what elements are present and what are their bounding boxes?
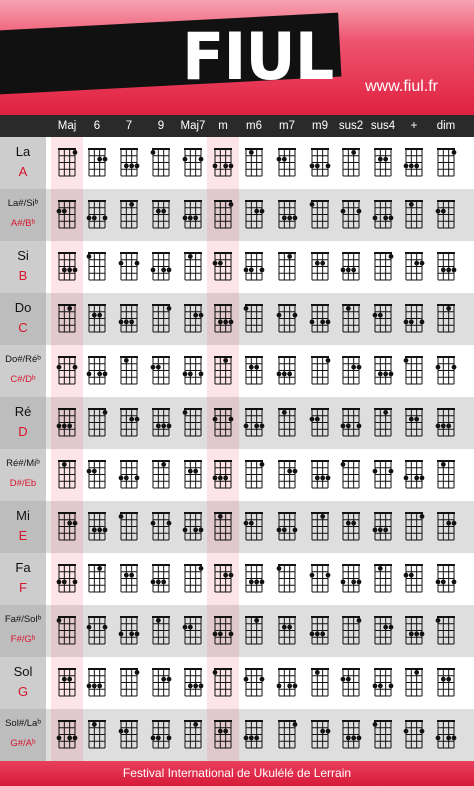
chord-diagram xyxy=(58,564,76,594)
chord-diagram xyxy=(58,252,76,282)
chord-diagram xyxy=(311,460,329,490)
chord-diagram xyxy=(184,304,202,334)
chord-diagram xyxy=(58,304,76,334)
chord-diagram xyxy=(120,252,138,282)
chord-name-fr: Ré xyxy=(14,404,32,419)
chord-diagram xyxy=(214,356,232,386)
row-label xyxy=(0,241,46,293)
chord-diagram xyxy=(278,356,296,386)
chord-diagram xyxy=(374,720,392,750)
chord-diagram xyxy=(184,356,202,386)
chord-diagram xyxy=(58,616,76,646)
chord-diagram xyxy=(120,512,138,542)
chord-name-fr: Fa#/Solᵇ xyxy=(4,614,42,625)
website-link[interactable]: www.fiul.fr xyxy=(365,78,438,95)
chord-diagram xyxy=(311,148,329,178)
column-header-dim: dim xyxy=(436,120,456,132)
chord-name-en: E xyxy=(18,528,28,543)
chord-name-en: C#/Dᵇ xyxy=(10,374,36,385)
chord-diagram xyxy=(58,200,76,230)
chord-diagram xyxy=(214,512,232,542)
chord-diagram xyxy=(405,668,423,698)
chord-name-en: F xyxy=(19,580,27,595)
chord-name-en: A#/Bᵇ xyxy=(10,218,36,229)
chord-diagram xyxy=(311,356,329,386)
chord-name-en: C xyxy=(18,320,28,335)
row-label xyxy=(0,345,46,397)
chord-diagram xyxy=(214,616,232,646)
chord-diagram xyxy=(374,668,392,698)
chord-diagram xyxy=(278,668,296,698)
chord-diagram xyxy=(405,408,423,438)
chord-diagram xyxy=(342,668,360,698)
column-header-maj7: Maj7 xyxy=(180,120,206,132)
chord-diagram xyxy=(405,252,423,282)
chord-diagram xyxy=(152,720,170,750)
chord-diagram xyxy=(58,512,76,542)
chord-diagram xyxy=(58,460,76,490)
chord-diagram xyxy=(278,200,296,230)
chord-diagram xyxy=(374,616,392,646)
chord-diagram xyxy=(342,564,360,594)
chord-diagram xyxy=(152,148,170,178)
chord-diagram xyxy=(88,564,106,594)
chord-diagram xyxy=(88,460,106,490)
chord-name-fr: Fa xyxy=(15,560,31,575)
chord-diagram xyxy=(184,616,202,646)
chord-diagram xyxy=(245,564,263,594)
column-header-6: 6 xyxy=(93,120,101,132)
row-label xyxy=(0,605,46,657)
chord-diagram xyxy=(152,564,170,594)
row-label xyxy=(0,709,46,761)
chord-diagram xyxy=(152,408,170,438)
chord-diagram xyxy=(437,564,455,594)
chord-diagram xyxy=(437,408,455,438)
chord-diagram xyxy=(152,252,170,282)
chord-diagram xyxy=(405,200,423,230)
chord-diagram xyxy=(437,252,455,282)
corner-cell xyxy=(0,115,46,137)
chord-diagram xyxy=(245,668,263,698)
chord-diagram xyxy=(184,512,202,542)
chord-diagram xyxy=(214,668,232,698)
chord-diagram xyxy=(184,252,202,282)
chord-diagram xyxy=(214,720,232,750)
chord-diagram xyxy=(311,304,329,334)
chord-diagram xyxy=(437,148,455,178)
chord-diagram xyxy=(88,668,106,698)
chord-diagram xyxy=(214,408,232,438)
chord-diagram xyxy=(405,356,423,386)
chord-diagram xyxy=(245,252,263,282)
chord-diagram xyxy=(88,616,106,646)
chord-diagram xyxy=(245,616,263,646)
chord-diagram xyxy=(88,408,106,438)
chord-diagram xyxy=(245,200,263,230)
chord-diagram xyxy=(214,460,232,490)
chord-diagram xyxy=(58,148,76,178)
chord-diagram xyxy=(214,304,232,334)
chord-diagram xyxy=(342,200,360,230)
chord-diagram xyxy=(245,720,263,750)
header-banner xyxy=(0,0,474,115)
chord-diagram xyxy=(311,408,329,438)
chord-diagram xyxy=(58,720,76,750)
column-header-m6: m6 xyxy=(246,120,262,132)
chord-name-en: G xyxy=(17,684,29,699)
column-header-m9: m9 xyxy=(312,120,328,132)
chord-diagram xyxy=(152,460,170,490)
chord-diagram xyxy=(342,460,360,490)
chord-diagram xyxy=(58,356,76,386)
chord-name-en: G#/Aᵇ xyxy=(10,738,36,749)
chord-diagram xyxy=(245,460,263,490)
chord-diagram xyxy=(184,460,202,490)
chord-diagram xyxy=(437,512,455,542)
chord-diagram xyxy=(184,148,202,178)
chord-name-en: B xyxy=(18,268,28,283)
chord-name-en: D xyxy=(18,424,28,439)
chord-name-fr: Do#/Réᵇ xyxy=(5,354,41,365)
chord-diagram xyxy=(437,304,455,334)
chord-diagram xyxy=(120,564,138,594)
column-header-m: m xyxy=(218,120,228,132)
chord-diagram xyxy=(374,460,392,490)
column-header-maj: Maj xyxy=(57,120,77,132)
chord-diagram xyxy=(405,304,423,334)
chord-diagram xyxy=(437,200,455,230)
row-label xyxy=(0,657,46,709)
chord-diagram xyxy=(184,720,202,750)
chord-diagram xyxy=(342,252,360,282)
chord-diagram xyxy=(120,668,138,698)
chord-diagram xyxy=(374,408,392,438)
chord-diagram xyxy=(374,148,392,178)
column-header-7: 7 xyxy=(125,120,133,132)
chord-diagram xyxy=(405,616,423,646)
chord-diagram xyxy=(245,148,263,178)
fiul-logo: FIUL xyxy=(182,18,334,95)
chord-diagram xyxy=(405,720,423,750)
chord-diagram xyxy=(311,252,329,282)
row-label xyxy=(0,137,46,189)
row-label xyxy=(0,397,46,449)
chord-diagram xyxy=(120,408,138,438)
chord-diagram xyxy=(278,304,296,334)
chord-name-fr: Sol xyxy=(13,664,33,679)
chord-diagram xyxy=(405,564,423,594)
row-label xyxy=(0,553,46,605)
chord-diagram xyxy=(152,616,170,646)
chord-diagram xyxy=(278,460,296,490)
chord-diagram xyxy=(152,200,170,230)
chord-diagram xyxy=(58,668,76,698)
chord-diagram xyxy=(214,200,232,230)
chord-diagram xyxy=(342,148,360,178)
row-label xyxy=(0,501,46,553)
chord-diagram xyxy=(405,460,423,490)
chord-diagram xyxy=(120,356,138,386)
row-label xyxy=(0,449,46,501)
chord-diagram xyxy=(184,668,202,698)
chord-diagram xyxy=(311,512,329,542)
chord-diagram xyxy=(437,460,455,490)
chord-diagram xyxy=(120,720,138,750)
chord-diagram xyxy=(311,564,329,594)
chord-diagram xyxy=(152,304,170,334)
chord-diagram xyxy=(120,460,138,490)
row-label xyxy=(0,189,46,241)
chord-name-en: F#/Gᵇ xyxy=(10,634,36,645)
chord-diagram xyxy=(437,616,455,646)
chord-diagram xyxy=(342,512,360,542)
chord-diagram xyxy=(245,304,263,334)
chord-diagram xyxy=(88,512,106,542)
chord-diagram xyxy=(214,148,232,178)
chord-diagram xyxy=(278,512,296,542)
chord-diagram xyxy=(405,148,423,178)
chord-diagram xyxy=(184,200,202,230)
chord-diagram xyxy=(152,356,170,386)
chord-diagram xyxy=(184,408,202,438)
chord-diagram xyxy=(58,408,76,438)
chord-diagram xyxy=(374,356,392,386)
column-header-sus4: sus4 xyxy=(370,120,396,132)
chord-diagram xyxy=(120,616,138,646)
chord-name-en: D#/Eb xyxy=(9,478,37,489)
column-header-row xyxy=(0,115,474,137)
chord-diagram xyxy=(88,720,106,750)
chord-chart xyxy=(0,115,474,761)
chord-diagram xyxy=(342,356,360,386)
chord-diagram xyxy=(214,564,232,594)
chord-diagram xyxy=(342,304,360,334)
chord-diagram xyxy=(120,304,138,334)
chord-diagram xyxy=(311,200,329,230)
chord-name-fr: Ré#/Miᵇ xyxy=(6,458,40,469)
chord-diagram xyxy=(342,616,360,646)
row-label xyxy=(0,293,46,345)
chord-name-fr: La#/Siᵇ xyxy=(7,198,39,209)
chord-diagram xyxy=(278,408,296,438)
chord-diagram xyxy=(437,720,455,750)
chord-diagram xyxy=(88,200,106,230)
chord-diagram xyxy=(278,252,296,282)
chord-diagram xyxy=(120,148,138,178)
chord-diagram xyxy=(374,200,392,230)
chord-diagram xyxy=(374,512,392,542)
chord-diagram xyxy=(88,356,106,386)
chord-diagram xyxy=(278,616,296,646)
chord-diagram xyxy=(88,148,106,178)
column-header-sus2: sus2 xyxy=(338,120,364,132)
chord-name-fr: Sol#/Laᵇ xyxy=(5,718,41,729)
chord-diagram xyxy=(311,616,329,646)
chord-diagram xyxy=(184,564,202,594)
chord-diagram xyxy=(437,668,455,698)
chord-diagram xyxy=(245,512,263,542)
column-header-m7: m7 xyxy=(279,120,295,132)
chord-name-en: A xyxy=(18,164,28,179)
column-header-9: 9 xyxy=(157,120,165,132)
footer-bar: Festival International de Ukulélé de Lerrain xyxy=(0,761,474,786)
chord-diagram xyxy=(278,564,296,594)
chord-diagram xyxy=(405,512,423,542)
chord-name-fr: La xyxy=(15,144,31,159)
chord-diagram xyxy=(311,668,329,698)
chord-diagram xyxy=(152,512,170,542)
chord-diagram xyxy=(374,304,392,334)
chord-diagram xyxy=(214,252,232,282)
chord-diagram xyxy=(278,720,296,750)
chord-name-fr: Mi xyxy=(16,508,30,523)
chord-diagram xyxy=(342,408,360,438)
column-header-+: + xyxy=(410,120,418,132)
chord-diagram xyxy=(88,252,106,282)
chord-name-fr: Si xyxy=(17,248,29,263)
chord-diagram xyxy=(374,564,392,594)
chord-diagram xyxy=(245,408,263,438)
chord-diagram xyxy=(342,720,360,750)
chord-diagram xyxy=(120,200,138,230)
chord-diagram xyxy=(152,668,170,698)
chord-diagram xyxy=(245,356,263,386)
chord-diagram xyxy=(437,356,455,386)
chord-name-fr: Do xyxy=(14,300,32,315)
chord-diagram xyxy=(278,148,296,178)
chord-diagram xyxy=(374,252,392,282)
chord-diagram xyxy=(88,304,106,334)
chord-diagram xyxy=(311,720,329,750)
